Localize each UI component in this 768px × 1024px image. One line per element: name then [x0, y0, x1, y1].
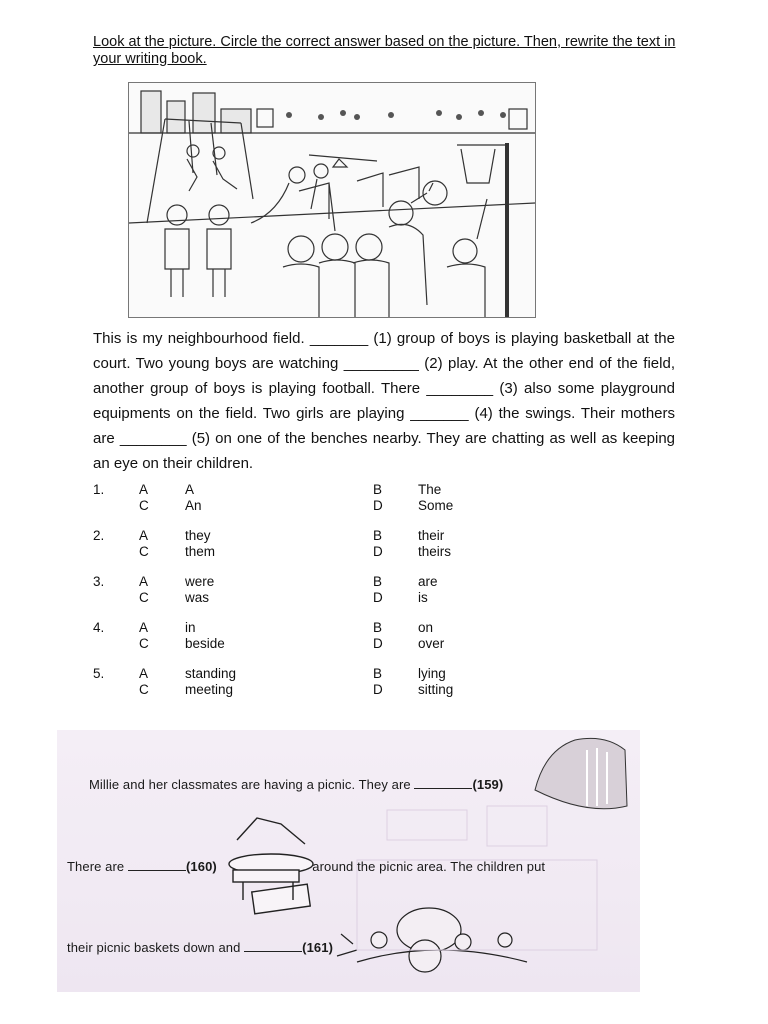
- scanned-picnic-exercise: [57, 730, 640, 992]
- question-160-number: (160): [185, 859, 217, 874]
- question-number: 2.: [93, 528, 105, 543]
- option-text-b[interactable]: lying: [418, 666, 446, 681]
- scan-line-1: [89, 777, 503, 792]
- option-text-d[interactable]: Some: [418, 497, 454, 513]
- option-label-c[interactable]: C: [139, 681, 149, 697]
- option-label-d[interactable]: D: [373, 497, 383, 513]
- answer-blank[interactable]: [128, 860, 186, 871]
- option-label-d[interactable]: D: [373, 543, 383, 559]
- scan-line-3: [67, 940, 333, 955]
- scan-line-3-text: their picnic baskets down and: [67, 940, 241, 955]
- option-label-c[interactable]: C: [139, 543, 149, 559]
- option-label-b[interactable]: B: [373, 574, 383, 589]
- scan-line-2: [67, 859, 545, 874]
- question-number: 4.: [93, 620, 105, 635]
- answer-blank[interactable]: [244, 941, 302, 952]
- option-text-d[interactable]: is: [418, 589, 428, 605]
- option-label-b[interactable]: B: [373, 482, 383, 497]
- option-label-c[interactable]: C: [139, 497, 149, 513]
- option-label-a[interactable]: A: [139, 528, 149, 543]
- option-text-a[interactable]: in: [185, 620, 196, 635]
- option-text-b[interactable]: their: [418, 528, 445, 543]
- option-text-b[interactable]: The: [418, 482, 442, 497]
- option-text-d[interactable]: theirs: [418, 543, 452, 559]
- instruction-text: Look at the picture. Circle the correct answer based on the picture. Then, rewrite the text in your writing book.: [93, 34, 676, 67]
- option-text-d[interactable]: sitting: [418, 681, 454, 697]
- scan-line-1-text: Millie and her classmates are having a picnic. They are: [89, 777, 411, 792]
- option-label-a[interactable]: A: [139, 620, 149, 635]
- question-161-number: (161): [302, 940, 334, 955]
- option-label-b[interactable]: B: [373, 666, 383, 681]
- option-text-d[interactable]: over: [418, 635, 445, 651]
- option-label-d[interactable]: D: [373, 681, 383, 697]
- scan-line-2b-text: around the picnic area. The children put: [312, 859, 546, 874]
- option-text-c[interactable]: beside: [185, 635, 225, 651]
- option-text-c[interactable]: meeting: [185, 681, 234, 697]
- question-number: 3.: [93, 574, 105, 589]
- option-text-b[interactable]: are: [418, 574, 438, 589]
- option-label-d[interactable]: D: [373, 635, 383, 651]
- option-label-a[interactable]: A: [139, 574, 149, 589]
- question-159-number: (159): [472, 777, 504, 792]
- option-label-b[interactable]: B: [373, 620, 383, 635]
- option-text-b[interactable]: on: [418, 620, 434, 635]
- option-label-a[interactable]: A: [139, 482, 149, 497]
- option-text-c[interactable]: them: [185, 543, 216, 559]
- option-text-a[interactable]: A: [185, 482, 195, 497]
- option-label-c[interactable]: C: [139, 635, 149, 651]
- passage-text: This is my neighbourhood field. _______ (1) group of boys is playing basketball at the court. Two young boys are watching _________ (2) play. At the other end of the field, another group of boys is playing football. There ________ (3) also some playground equipments on the field. Two girls are playing _______ (4) the swings. Their mothers are ________ (5) on one of the benches nearby. They are chatting as well as keeping an eye on their children.: [93, 330, 675, 472]
- playground-drawing: [129, 83, 535, 317]
- option-text-a[interactable]: they: [185, 528, 211, 543]
- scan-line-2a-text: There are: [67, 859, 125, 874]
- option-text-c[interactable]: An: [185, 497, 202, 513]
- option-label-a[interactable]: A: [139, 666, 149, 681]
- question-number: 1.: [93, 482, 105, 497]
- option-label-b[interactable]: B: [373, 528, 383, 543]
- option-text-c[interactable]: was: [185, 589, 210, 605]
- playground-illustration: [128, 82, 536, 318]
- answer-blank[interactable]: [414, 778, 472, 789]
- option-label-c[interactable]: C: [139, 589, 149, 605]
- question-number: 5.: [93, 666, 105, 681]
- option-label-d[interactable]: D: [373, 589, 383, 605]
- option-text-a[interactable]: standing: [185, 666, 237, 681]
- option-text-a[interactable]: were: [185, 574, 215, 589]
